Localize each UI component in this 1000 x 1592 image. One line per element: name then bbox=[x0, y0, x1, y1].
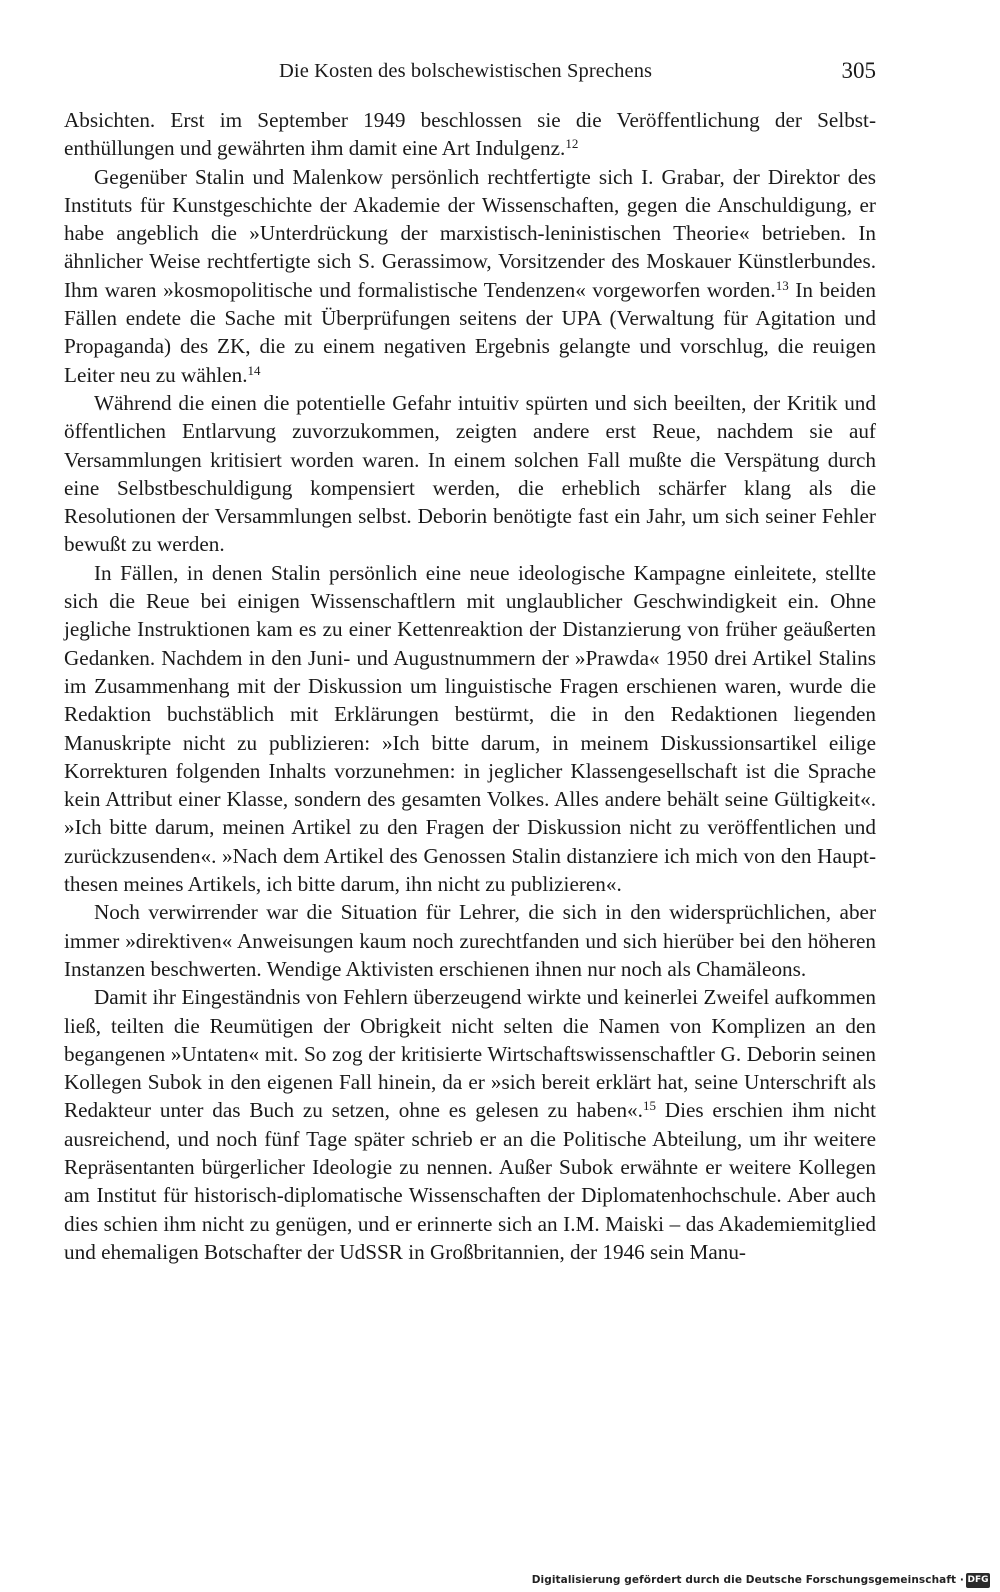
paragraph-1 bbox=[64, 106, 876, 163]
paragraph-4 bbox=[64, 559, 876, 899]
funding-credit: Digitalisierung gefördert durch die Deutsche Forschungsgemeinschaft · bbox=[531, 1574, 964, 1586]
paragraph-2 bbox=[64, 163, 876, 389]
footnote-marker: 13 bbox=[775, 277, 789, 293]
running-title: Die Kosten des bolschewistischen Sprechens bbox=[279, 60, 653, 82]
footnote-marker: 15 bbox=[642, 1098, 656, 1114]
paragraph-3 bbox=[64, 389, 876, 559]
paragraph-6 bbox=[64, 983, 876, 1266]
paragraph-5 bbox=[64, 898, 876, 983]
footnote-marker: 14 bbox=[247, 362, 261, 378]
text-run: Dies erschien ihm nicht ausreichend, und noch fünf Tage später schrieb er an die Politische Abteilung, um ihr weitere Repräsentanten bürgerlicher Ideologie zu nennen. Außer Subok erwähnte er weitere Kollegen am Institut für historisch-diplomatische Wissenschaften der Diplomatenhochschule. Aber auch dies schien ihm nicht zu genügen, und er erinnerte sich an I.M. Maiski – das Akademiemitglied und ehemaligen Botschafter der UdSSR in Großbritannien, der 1946 sein Manu- bbox=[64, 1098, 876, 1264]
digitization-footer bbox=[0, 1570, 1000, 1592]
text-run: In beiden Fällen endete die Sache mit Überprüfungen seitens der UPA (Verwaltung für Agitation und Propaganda) des ZK, die zu einem negativen Ergebnis gelangte und vorschlug, die reuigen Leiter neu zu wählen. bbox=[64, 277, 876, 387]
text-run: In Fällen, in denen Stalin persönlich eine neue ideologische Kampagne einleitete, stellte sich die Reue bei einigen Wissenschaftlern mit unglaublicher Geschwindigkeit ein. Ohne jegliche Instruktionen kam es zu einer Kettenreaktion der Distanzierung von früher geäußerten Gedanken. Nachdem in den Juni- und Augustnummern der »Prawda« 1950 drei Artikel Stalins im Zusammenhang mit der Diskussion um linguistische Fragen erschienen waren, wurde die Redaktion buchstäblich mit Erklärungen bestürmt, die in den Redaktionen liegenden Manuskripte nicht zu publizieren: »Ich bitte darum, in meinem Diskussionsartikel eilige Korrekturen folgenden Inhalts vorzunehmen: in jeglicher Klassengesellschaft ist die Sprache kein Attribut einer Klasse, sondern des gesamten Volkes. Alles andere behält seine Gültigkeit«. »Ich bitte darum, meinen Artikel zu den Fragen der Diskussion nicht zu veröffentlichen und zurückzusenden«. »Nach dem Artikel des Genossen Stalin distanziere ich mich von den Hauptthesen meines Artikels, ich bitte darum, ihn nicht zu publizieren«. bbox=[64, 560, 876, 897]
page-number: 305 bbox=[841, 58, 876, 83]
footnote-marker: 12 bbox=[565, 136, 579, 152]
text-run: Absichten. Erst im September 1949 beschlossen sie die Veröffentlichung der Selbstenthüllungen und gewährten ihm damit eine Art Indulgenz. bbox=[64, 108, 876, 161]
text-run: Damit ihr Eingeständnis von Fehlern überzeugend wirkte und keinerlei Zweifel aufkommen ließ, teilten die Reumütigen der Obrigkeit nicht selten die Namen von Komplizen an den begangenen »Untaten« mit. So zog der kritisierte Wirtschaftswissenschaftler G. Deborin seinen Kollegen Subok in den eigenen Fall hinein, da er »sich bereit erklärt hat, seine Unterschrift als Redakteur unter das Buch zu setzen, ohne es gelesen zu haben«. bbox=[64, 985, 876, 1123]
running-head bbox=[64, 58, 876, 92]
text-run: Gegenüber Stalin und Malenkow persönlich rechtfertigte sich I. Grabar, der Direktor des Instituts für Kunstgeschichte der Akademie der Wissenschaften, gegen die Anschuldigung, er habe angeblich die »Unterdrückung der marxistisch-leninistischen Theorie« betrieben. In ähnlicher Weise rechtfertigte sich S. Gerassimow, Vorsitzender des Moskauer Künstlerbundes. Ihm waren »kosmopolitische und formalistische Tendenzen« vorgeworfen worden. bbox=[64, 164, 876, 302]
text-run: Während die einen die potentielle Gefahr intuitiv spürten und sich beeilten, der Kritik und öffentlichen Entlarvung zuvorzukommen, zeigten andere erst Reue, nachdem sie auf Versammlungen kritisiert worden waren. In einem solchen Fall mußte die Verspätung durch eine Selbstbeschuldigung kompensiert werden, die erheblich schärfer klang als die Resolutionen der Versammlungen selbst. Deborin benötigte fast ein Jahr, um sich seiner Fehler bewußt zu werden. bbox=[64, 390, 876, 557]
dfg-logo: DFG bbox=[966, 1573, 990, 1588]
body-text bbox=[64, 106, 876, 1266]
text-run: Noch verwirrender war die Situation für Lehrer, die sich in den widersprüchlichen, aber immer »direktiven« Anweisungen kaum noch zurechtfanden und sich hierüber bei den höheren Instanzen beschwerten. Wendige Aktivisten erschienen ihnen nur noch als Chamäleons. bbox=[64, 900, 876, 981]
